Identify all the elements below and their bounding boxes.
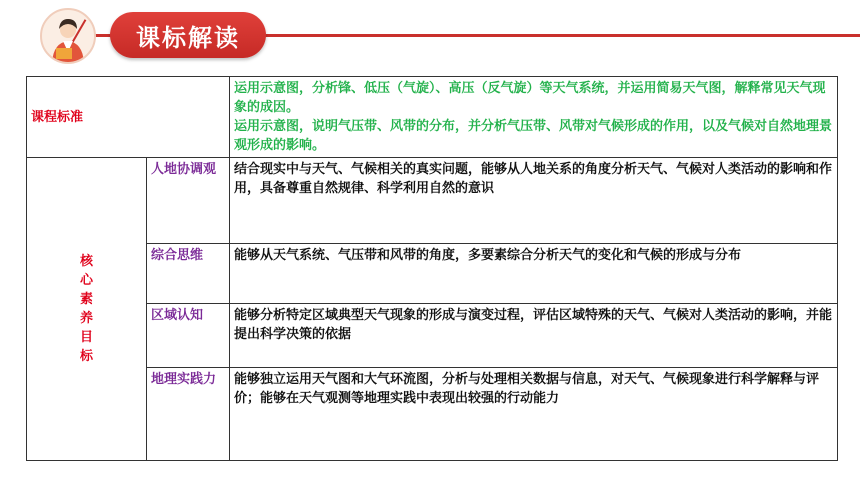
table-row	[27, 368, 838, 461]
standard-line: 运用示意图，分析锋、低压（气旋）、高压（反气旋）等天气系统，并运用简易天气图，解释常见天气现象的成因。	[234, 81, 826, 115]
table-row	[27, 158, 838, 244]
page-title: 课标解读	[110, 12, 266, 58]
table-row	[27, 244, 838, 304]
literacy-text: 能够独立运用天气图和大气环流图，分析与处理相关数据与信息，对天气、气候现象进行科学解释与评价；能够在天气观测等地理实践中表现出较强的行动能力	[230, 368, 838, 461]
literacy-text: 结合现实中与天气、气候相关的真实问题，能够从人地关系的角度分析天气、气候对人类活动的影响和作用，具备尊重自然规律、科学利用自然的意识	[230, 158, 838, 244]
literacy-text: 能够从天气系统、气压带和风带的角度，多要素综合分析天气的变化和气候的形成与分布	[230, 244, 838, 304]
standard-row	[27, 77, 838, 158]
literacy-name: 地理实践力	[147, 368, 230, 461]
standard-text	[230, 77, 838, 158]
standard-line: 运用示意图，说明气压带、风带的分布，并分析气压带、风带对气候形成的作用，以及气候对自然地理景观形成的影响。	[234, 119, 833, 153]
table-row	[27, 304, 838, 368]
literacy-name: 区域认知	[147, 304, 230, 368]
core-label-char: 心	[79, 273, 93, 288]
core-label-char: 目	[79, 330, 93, 345]
core-label-char: 养	[79, 311, 93, 326]
literacy-name: 人地协调观	[147, 158, 230, 244]
curriculum-table	[26, 76, 838, 461]
standard-label: 课程标准	[27, 77, 230, 158]
literacy-text: 能够分析特定区域典型天气现象的形成与演变过程，评估区域特殊的天气、气候对人类活动的影响，并能提出科学决策的依据	[230, 304, 838, 368]
core-label-char: 标	[79, 349, 93, 364]
teacher-avatar-icon	[40, 8, 96, 64]
core-goals-label	[27, 158, 147, 461]
core-label-char: 核	[79, 254, 93, 269]
core-label-char: 素	[79, 292, 93, 307]
literacy-name: 综合思维	[147, 244, 230, 304]
